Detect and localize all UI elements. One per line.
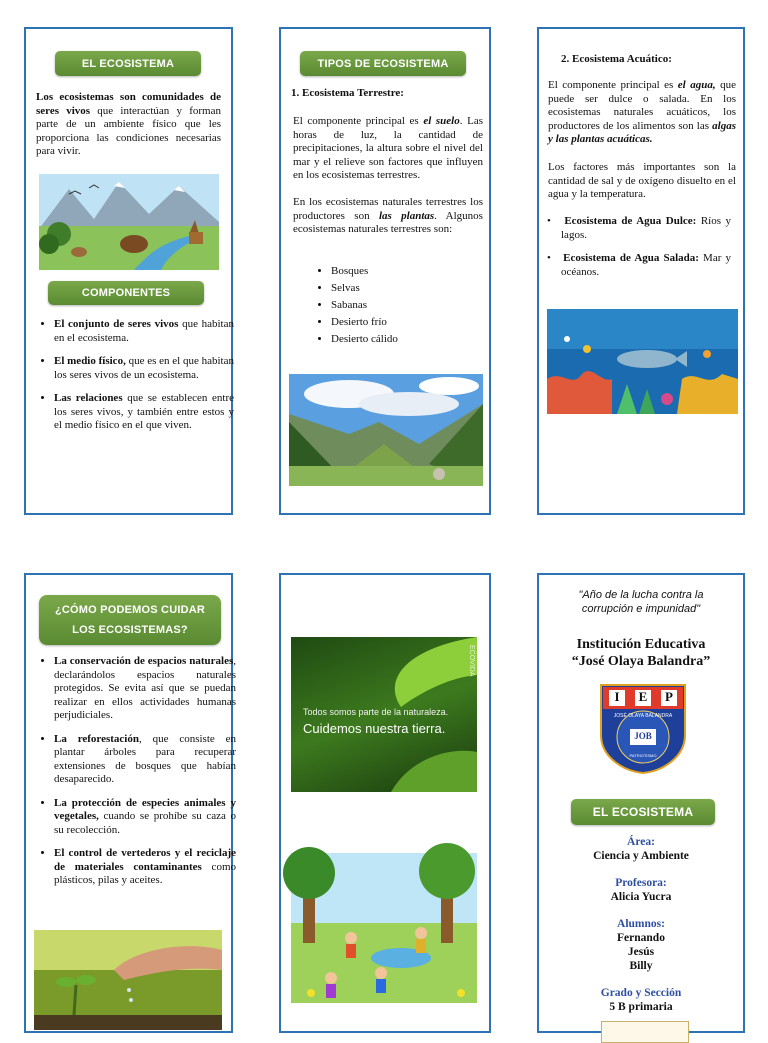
cover-title-pill: EL ECOSISTEMA [571, 799, 715, 825]
crest-ring-text: JOSÉ OLAYA BALANDRA [613, 713, 673, 719]
list-item: • Desierto frío [331, 314, 481, 331]
componentes-pill: COMPONENTES [48, 281, 204, 305]
panel-como-cuidar [24, 573, 236, 1033]
leaf-poster-image [291, 637, 477, 792]
cover-details [539, 835, 743, 1014]
pill-line-1: ¿CÓMO PODEMOS CUIDAR [54, 604, 206, 616]
poster-line-1: Todos somos parte de la naturaleza. [303, 707, 449, 717]
seedling-hand-image [34, 930, 222, 1030]
student-name: Billy [629, 960, 653, 972]
list-item: • Sabanas [331, 297, 481, 314]
crest-bottom-text: PATRIOTISMO [629, 753, 657, 758]
school-name [539, 636, 743, 670]
componentes-item: • El conjunto de seres vivos que habitan en el ecosistema. [54, 318, 234, 345]
area-value: Ciencia y Ambiente [593, 850, 689, 862]
school-line-2: “José Olaya Balandra” [571, 654, 711, 669]
mountain-valley-image [289, 374, 483, 486]
terrestre-paragraph-1: El componente principal es el suelo. Las horas de luz, la cantidad de precipitaciones, la altura sobre el nivel del mar y el relieve son factores que influyen en los ecosistemas terrestres. [293, 115, 483, 181]
area-label: Área: [627, 836, 655, 848]
student-name: Jesús [627, 946, 655, 958]
cuidar-item: • La protección de especies animales y vegetales, cuando se prohíbe su caza o su recolección. [54, 797, 236, 838]
students-label: Alumnos: [617, 918, 665, 930]
cuidar-item: • La conservación de espacios naturales, declarándolos espacios naturales protegidos. Se evita así que se puedan realizar en ellos actividades humanas perjudiciales. [54, 655, 236, 723]
teacher-value: Alicia Yucra [610, 891, 672, 903]
list-item: • Bosques [331, 263, 481, 280]
cuidar-item: • El control de vertederos y el reciclaje de materiales contaminantes como plásticos, pilas y aceites. [54, 847, 236, 888]
teacher-label: Profesora: [615, 877, 667, 889]
acuatico-paragraph-1: El componente principal es el agua, que puede ser dulce o salada. En los ecosistemas naturales acuáticos, los productores de los alimentos son las algas y las plantas acuáticas. [548, 79, 736, 145]
acuatico-paragraph-2: Los factores más importantes son la cantidad de sal y de oxígeno disuelto en el agua y la temperatura. [548, 161, 736, 200]
panel-portada [537, 573, 745, 1033]
componentes-list [40, 318, 234, 443]
student-name: Fernando [617, 932, 665, 944]
el-ecosistema-pill: EL ECOSISTEMA [55, 51, 201, 76]
motto [539, 588, 743, 616]
poster-line-2: Cuidemos nuestra tierra. [303, 721, 446, 736]
acuatico-item: • Ecosistema de Agua Salada: Mar y océanos. [547, 252, 731, 278]
poster-brand: ECOVIDA [468, 645, 475, 677]
componentes-item: • Las relaciones que se establecen entre los seres vivos, y también entre estos y el medio físico en el que viven. [54, 392, 234, 433]
intro-bold: Los ecosistemas son comunidades de seres vivos [36, 91, 221, 117]
panel-images [279, 573, 491, 1033]
intro-text [36, 91, 221, 159]
coral-reef-image [547, 309, 738, 414]
motto-line-2: corrupción e impunidad" [581, 603, 701, 615]
pill-line-2: LOS ECOSISTEMAS? [72, 624, 188, 636]
ecosystem-landscape-image [39, 174, 219, 270]
children-park-image [291, 853, 477, 1003]
cuidar-item: • La reforestación, que consiste en plantar árboles para recuperar extensiones de bosques que habían desaparecido. [54, 733, 236, 787]
grade-value: 5 B primaria [609, 1001, 673, 1013]
terrestre-list [291, 263, 481, 348]
intro-rest: que interactúan y forman parte de un ambiente físico que les proporciona las condiciones necesarias para vivir. [36, 104, 221, 157]
cuidar-list [40, 655, 236, 898]
motto-line-1: "Año de la lucha contra la [578, 589, 704, 601]
school-crest [597, 683, 689, 775]
acuatico-item: • Ecosistema de Agua Dulce: Ríos y lagos. [547, 215, 731, 241]
cover-bottom-box [601, 1021, 689, 1043]
crest-monogram: JOB [634, 731, 652, 741]
componentes-item: • El medio físico, que es en el que habitan los seres vivos de un ecosistema. [54, 355, 234, 382]
tipos-ecosistema-pill: TIPOS DE ECOSISTEMA [300, 51, 466, 76]
terrestre-paragraph-2: En los ecosistemas naturales terrestres los productores son las plantas. Algunos ecosistemas naturales terrestres son: [293, 196, 483, 235]
crest-letter-p: P [665, 689, 673, 704]
list-item: • Desierto cálido [331, 331, 481, 348]
crest-letter-i: I [614, 689, 620, 704]
panel-el-ecosistema [24, 27, 233, 515]
panel-ecosistema-acuatico [537, 27, 745, 515]
list-item: • Selvas [331, 280, 481, 297]
grade-label: Grado y Sección [600, 987, 682, 999]
como-cuidar-pill [39, 595, 221, 645]
school-line-1: Institución Educativa [576, 637, 706, 652]
acuatico-list [547, 215, 731, 289]
crest-letter-e: E [638, 689, 648, 704]
panel-tipos-ecosistema [279, 27, 491, 515]
terrestre-heading: 1. Ecosistema Terrestre: [291, 87, 404, 99]
acuatico-heading: 2. Ecosistema Acuático: [561, 53, 672, 65]
